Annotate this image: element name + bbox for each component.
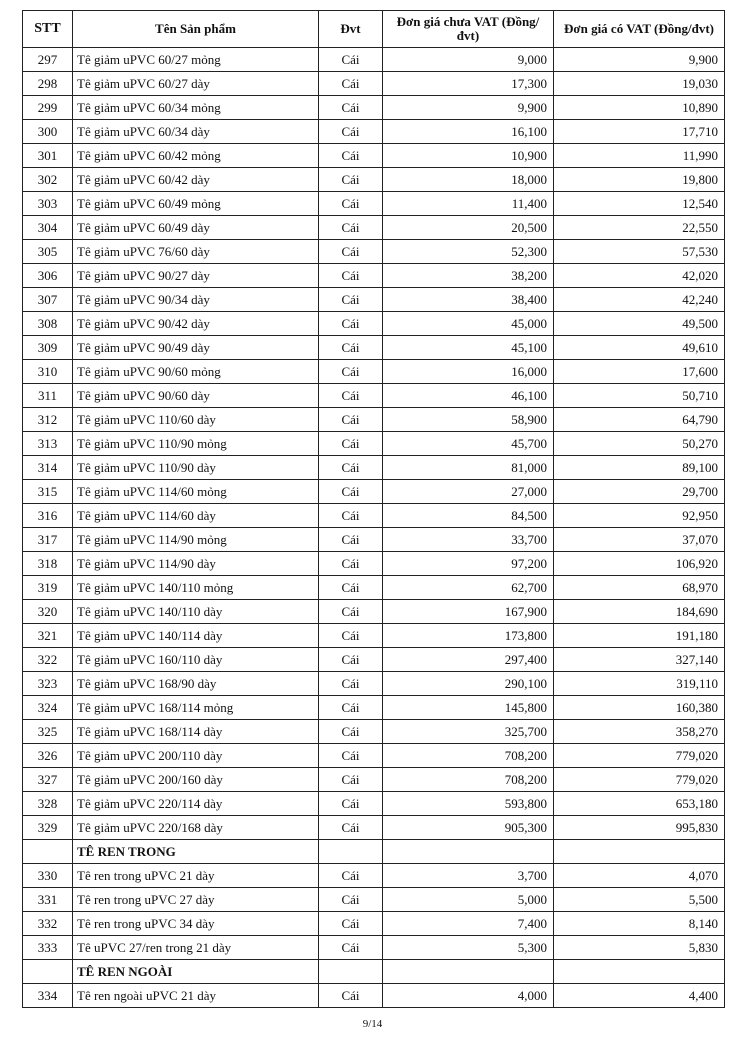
row-price-no-vat: 45,100: [383, 336, 554, 360]
row-price-no-vat: 16,000: [383, 360, 554, 384]
row-price-no-vat: 7,400: [383, 912, 554, 936]
row-unit: Cái: [319, 576, 383, 600]
row-price-vat: 22,550: [554, 216, 725, 240]
row-product-name: Tê ren trong uPVC 21 dày: [73, 864, 319, 888]
row-unit: Cái: [319, 912, 383, 936]
row-product-name: Tê giảm uPVC 90/42 dày: [73, 312, 319, 336]
header-product-name: Tên Sản phẩm: [73, 11, 319, 48]
row-price-vat: 9,900: [554, 48, 725, 72]
row-price-vat: 12,540: [554, 192, 725, 216]
row-price-vat: 19,800: [554, 168, 725, 192]
row-stt: 323: [23, 672, 73, 696]
row-product-name: TÊ REN TRONG: [73, 840, 319, 864]
row-unit: [319, 960, 383, 984]
header-price-vat-label: Đơn giá có VAT (Đồng/đvt): [564, 21, 714, 36]
row-product-name: Tê giảm uPVC 60/49 dày: [73, 216, 319, 240]
row-price-no-vat: 16,100: [383, 120, 554, 144]
table-row: [23, 456, 725, 480]
row-product-name: Tê giảm uPVC 114/60 mỏng: [73, 480, 319, 504]
row-price-vat: 17,600: [554, 360, 725, 384]
row-unit: Cái: [319, 456, 383, 480]
row-unit: Cái: [319, 432, 383, 456]
row-stt: 320: [23, 600, 73, 624]
row-unit: Cái: [319, 216, 383, 240]
row-price-vat: 191,180: [554, 624, 725, 648]
row-price-vat: 653,180: [554, 792, 725, 816]
row-price-no-vat: 5,300: [383, 936, 554, 960]
table-row: [23, 696, 725, 720]
row-product-name: Tê giảm uPVC 168/114 mỏng: [73, 696, 319, 720]
row-unit: Cái: [319, 624, 383, 648]
row-unit: Cái: [319, 864, 383, 888]
row-product-name: Tê giảm uPVC 110/90 mỏng: [73, 432, 319, 456]
row-price-vat: 42,240: [554, 288, 725, 312]
row-unit: Cái: [319, 48, 383, 72]
table-row: [23, 888, 725, 912]
row-product-name: Tê giảm uPVC 114/90 mỏng: [73, 528, 319, 552]
table-row: [23, 216, 725, 240]
row-price-no-vat: 145,800: [383, 696, 554, 720]
row-product-name: Tê ren trong uPVC 34 dày: [73, 912, 319, 936]
table-row: [23, 912, 725, 936]
row-stt: 333: [23, 936, 73, 960]
section-row: [23, 960, 725, 984]
row-unit: Cái: [319, 696, 383, 720]
row-price-vat: 5,830: [554, 936, 725, 960]
row-unit: Cái: [319, 144, 383, 168]
row-stt: 324: [23, 696, 73, 720]
row-product-name: Tê uPVC 27/ren trong 21 dày: [73, 936, 319, 960]
row-price-no-vat: 905,300: [383, 816, 554, 840]
row-price-no-vat: 20,500: [383, 216, 554, 240]
row-stt: 303: [23, 192, 73, 216]
table-row: [23, 168, 725, 192]
row-price-vat: 10,890: [554, 96, 725, 120]
row-price-vat: 68,970: [554, 576, 725, 600]
table-row: [23, 384, 725, 408]
table-row: [23, 312, 725, 336]
row-product-name: Tê giảm uPVC 110/90 dày: [73, 456, 319, 480]
row-product-name: Tê giảm uPVC 60/42 mỏng: [73, 144, 319, 168]
row-stt: 307: [23, 288, 73, 312]
row-product-name: Tê giảm uPVC 200/160 dày: [73, 768, 319, 792]
row-stt: 328: [23, 792, 73, 816]
row-product-name: Tê giảm uPVC 60/34 mỏng: [73, 96, 319, 120]
row-stt: 309: [23, 336, 73, 360]
table-row: [23, 192, 725, 216]
row-stt: 302: [23, 168, 73, 192]
row-unit: Cái: [319, 336, 383, 360]
price-table-sheet: [22, 10, 724, 1008]
row-price-no-vat: 3,700: [383, 864, 554, 888]
row-price-vat: 49,610: [554, 336, 725, 360]
row-price-no-vat: 38,400: [383, 288, 554, 312]
table-row: [23, 792, 725, 816]
row-unit: Cái: [319, 504, 383, 528]
row-product-name: Tê giảm uPVC 140/110 dày: [73, 600, 319, 624]
row-product-name: Tê giảm uPVC 90/60 mỏng: [73, 360, 319, 384]
row-unit: Cái: [319, 120, 383, 144]
row-price-vat: 779,020: [554, 768, 725, 792]
row-price-vat: 92,950: [554, 504, 725, 528]
row-price-no-vat: 708,200: [383, 768, 554, 792]
table-row: [23, 624, 725, 648]
row-unit: Cái: [319, 720, 383, 744]
header-price-no-vat: [383, 11, 554, 48]
table-header-row: [23, 11, 725, 48]
row-price-vat: 42,020: [554, 264, 725, 288]
row-price-no-vat: 81,000: [383, 456, 554, 480]
row-unit: Cái: [319, 360, 383, 384]
row-stt: 319: [23, 576, 73, 600]
row-unit: Cái: [319, 72, 383, 96]
row-stt: 300: [23, 120, 73, 144]
row-stt: 332: [23, 912, 73, 936]
table-row: [23, 432, 725, 456]
row-product-name: Tê giảm uPVC 90/27 dày: [73, 264, 319, 288]
row-product-name: Tê giảm uPVC 76/60 dày: [73, 240, 319, 264]
row-stt: 310: [23, 360, 73, 384]
row-product-name: Tê giảm uPVC 60/49 mỏng: [73, 192, 319, 216]
row-price-no-vat: 9,000: [383, 48, 554, 72]
table-row: [23, 408, 725, 432]
row-unit: Cái: [319, 648, 383, 672]
table-row: [23, 288, 725, 312]
row-stt: [23, 960, 73, 984]
row-unit: Cái: [319, 528, 383, 552]
row-price-no-vat: 5,000: [383, 888, 554, 912]
header-unit: Đvt: [319, 11, 383, 48]
row-price-no-vat: [383, 960, 554, 984]
table-row: [23, 240, 725, 264]
row-stt: 318: [23, 552, 73, 576]
row-stt: 297: [23, 48, 73, 72]
table-row: [23, 984, 725, 1008]
row-stt: 306: [23, 264, 73, 288]
row-unit: Cái: [319, 96, 383, 120]
row-product-name: Tê giảm uPVC 110/60 dày: [73, 408, 319, 432]
row-price-vat: 184,690: [554, 600, 725, 624]
row-stt: 313: [23, 432, 73, 456]
row-product-name: Tê giảm uPVC 140/114 dày: [73, 624, 319, 648]
table-row: [23, 744, 725, 768]
row-stt: 325: [23, 720, 73, 744]
row-price-no-vat: 18,000: [383, 168, 554, 192]
row-stt: 305: [23, 240, 73, 264]
row-unit: Cái: [319, 168, 383, 192]
row-price-no-vat: 38,200: [383, 264, 554, 288]
row-price-no-vat: 290,100: [383, 672, 554, 696]
row-stt: 314: [23, 456, 73, 480]
table-row: [23, 360, 725, 384]
row-price-no-vat: 46,100: [383, 384, 554, 408]
table-body: [23, 48, 725, 1008]
row-price-vat: 19,030: [554, 72, 725, 96]
row-product-name: Tê giảm uPVC 200/110 dày: [73, 744, 319, 768]
row-product-name: Tê giảm uPVC 60/34 dày: [73, 120, 319, 144]
row-stt: 316: [23, 504, 73, 528]
row-price-no-vat: 27,000: [383, 480, 554, 504]
row-price-vat: 106,920: [554, 552, 725, 576]
row-stt: 321: [23, 624, 73, 648]
table-row: [23, 48, 725, 72]
row-product-name: Tê giảm uPVC 140/110 mỏng: [73, 576, 319, 600]
row-unit: Cái: [319, 192, 383, 216]
row-unit: Cái: [319, 888, 383, 912]
row-stt: 315: [23, 480, 73, 504]
page-number: 9/14: [362, 1018, 383, 1030]
row-unit: [319, 840, 383, 864]
row-product-name: Tê giảm uPVC 168/114 dày: [73, 720, 319, 744]
row-stt: 299: [23, 96, 73, 120]
table-row: [23, 600, 725, 624]
row-price-vat: [554, 960, 725, 984]
row-stt: 301: [23, 144, 73, 168]
row-product-name: Tê giảm uPVC 90/34 dày: [73, 288, 319, 312]
row-price-no-vat: 4,000: [383, 984, 554, 1008]
row-unit: Cái: [319, 672, 383, 696]
section-row: [23, 840, 725, 864]
row-unit: Cái: [319, 384, 383, 408]
row-price-vat: 49,500: [554, 312, 725, 336]
row-product-name: Tê giảm uPVC 90/60 dày: [73, 384, 319, 408]
row-product-name: Tê giảm uPVC 168/90 dày: [73, 672, 319, 696]
table-row: [23, 816, 725, 840]
header-price-vat: [554, 11, 725, 48]
row-price-vat: 11,990: [554, 144, 725, 168]
row-product-name: Tê giảm uPVC 60/42 dày: [73, 168, 319, 192]
table-row: [23, 72, 725, 96]
row-price-no-vat: 45,700: [383, 432, 554, 456]
row-price-vat: 64,790: [554, 408, 725, 432]
table-row: [23, 936, 725, 960]
row-price-no-vat: 52,300: [383, 240, 554, 264]
row-price-vat: [554, 840, 725, 864]
row-price-no-vat: 97,200: [383, 552, 554, 576]
row-stt: 304: [23, 216, 73, 240]
table-row: [23, 504, 725, 528]
table-row: [23, 720, 725, 744]
row-stt: 330: [23, 864, 73, 888]
row-price-no-vat: 297,400: [383, 648, 554, 672]
row-stt: [23, 840, 73, 864]
row-product-name: Tê giảm uPVC 114/90 dày: [73, 552, 319, 576]
row-unit: Cái: [319, 288, 383, 312]
header-stt: STT: [23, 11, 73, 48]
row-product-name: Tê giảm uPVC 220/168 dày: [73, 816, 319, 840]
row-unit: Cái: [319, 744, 383, 768]
row-product-name: Tê ren ngoài uPVC 21 dày: [73, 984, 319, 1008]
table-row: [23, 768, 725, 792]
row-price-vat: 89,100: [554, 456, 725, 480]
row-price-no-vat: 10,900: [383, 144, 554, 168]
row-product-name: Tê giảm uPVC 114/60 dày: [73, 504, 319, 528]
row-unit: Cái: [319, 408, 383, 432]
row-unit: Cái: [319, 768, 383, 792]
table-row: [23, 576, 725, 600]
row-stt: 308: [23, 312, 73, 336]
header-price-no-vat-label: Đơn giá chưa VAT (Đồng/đvt): [396, 14, 540, 43]
row-price-vat: 4,400: [554, 984, 725, 1008]
row-price-no-vat: 33,700: [383, 528, 554, 552]
row-product-name: TÊ REN NGOÀI: [73, 960, 319, 984]
price-table: [22, 10, 725, 1008]
row-unit: Cái: [319, 312, 383, 336]
table-row: [23, 336, 725, 360]
row-price-vat: 160,380: [554, 696, 725, 720]
row-unit: Cái: [319, 816, 383, 840]
row-stt: 331: [23, 888, 73, 912]
row-price-vat: 17,710: [554, 120, 725, 144]
row-unit: Cái: [319, 480, 383, 504]
row-stt: 327: [23, 768, 73, 792]
row-product-name: Tê giảm uPVC 60/27 dày: [73, 72, 319, 96]
row-price-no-vat: 708,200: [383, 744, 554, 768]
row-product-name: Tê giảm uPVC 220/114 dày: [73, 792, 319, 816]
row-price-vat: 8,140: [554, 912, 725, 936]
row-price-no-vat: 45,000: [383, 312, 554, 336]
row-price-no-vat: 167,900: [383, 600, 554, 624]
row-product-name: Tê giảm uPVC 160/110 dày: [73, 648, 319, 672]
row-price-no-vat: 325,700: [383, 720, 554, 744]
row-price-no-vat: 173,800: [383, 624, 554, 648]
row-unit: Cái: [319, 600, 383, 624]
row-unit: Cái: [319, 984, 383, 1008]
row-unit: Cái: [319, 792, 383, 816]
row-price-vat: 50,270: [554, 432, 725, 456]
table-row: [23, 672, 725, 696]
row-stt: 329: [23, 816, 73, 840]
row-price-vat: 57,530: [554, 240, 725, 264]
table-row: [23, 648, 725, 672]
row-unit: Cái: [319, 264, 383, 288]
row-price-no-vat: 11,400: [383, 192, 554, 216]
row-price-vat: 29,700: [554, 480, 725, 504]
table-row: [23, 552, 725, 576]
row-price-vat: 5,500: [554, 888, 725, 912]
table-row: [23, 864, 725, 888]
table-row: [23, 264, 725, 288]
row-price-no-vat: 58,900: [383, 408, 554, 432]
row-stt: 317: [23, 528, 73, 552]
row-stt: 298: [23, 72, 73, 96]
row-price-no-vat: 17,300: [383, 72, 554, 96]
row-unit: Cái: [319, 552, 383, 576]
row-unit: Cái: [319, 936, 383, 960]
row-price-vat: 50,710: [554, 384, 725, 408]
row-product-name: Tê ren trong uPVC 27 dày: [73, 888, 319, 912]
row-stt: 312: [23, 408, 73, 432]
table-row: [23, 96, 725, 120]
table-row: [23, 528, 725, 552]
row-stt: 322: [23, 648, 73, 672]
row-price-vat: 327,140: [554, 648, 725, 672]
row-product-name: Tê giảm uPVC 60/27 mỏng: [73, 48, 319, 72]
row-price-no-vat: 593,800: [383, 792, 554, 816]
row-price-no-vat: [383, 840, 554, 864]
row-price-no-vat: 9,900: [383, 96, 554, 120]
table-row: [23, 480, 725, 504]
row-price-vat: 995,830: [554, 816, 725, 840]
row-price-vat: 779,020: [554, 744, 725, 768]
row-stt: 311: [23, 384, 73, 408]
row-price-vat: 319,110: [554, 672, 725, 696]
row-unit: Cái: [319, 240, 383, 264]
row-stt: 326: [23, 744, 73, 768]
row-price-vat: 4,070: [554, 864, 725, 888]
row-stt: 334: [23, 984, 73, 1008]
row-product-name: Tê giảm uPVC 90/49 dày: [73, 336, 319, 360]
row-price-vat: 358,270: [554, 720, 725, 744]
table-row: [23, 120, 725, 144]
table-row: [23, 144, 725, 168]
row-price-no-vat: 84,500: [383, 504, 554, 528]
row-price-no-vat: 62,700: [383, 576, 554, 600]
row-price-vat: 37,070: [554, 528, 725, 552]
